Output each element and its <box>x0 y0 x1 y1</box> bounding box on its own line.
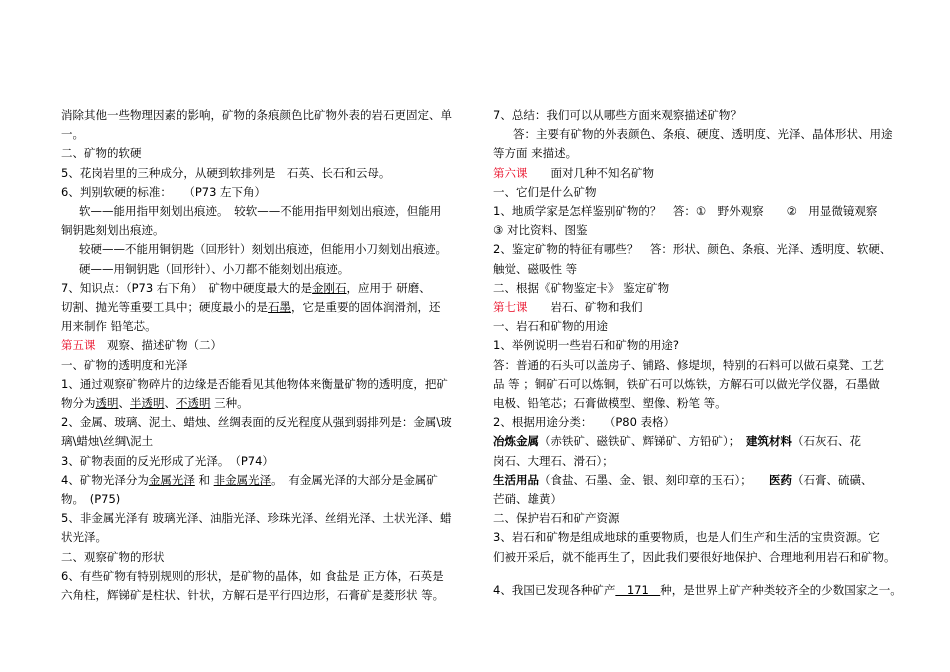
text-line: 6、判别软硬的标准： （P73 左下角） <box>61 184 267 199</box>
text-line: 5、花岗岩里的三种成分，从硬到软排列是 石英、长石和云母。 <box>61 165 391 180</box>
underlined-answer: 不透明 <box>176 396 211 411</box>
lesson-title: 岩石、矿物和我们 <box>527 300 643 315</box>
text-line: 电极、铅笔芯；石膏做模型、塑像、粉笔 等。 <box>493 396 727 411</box>
text-span: （石膏、硫磺、 <box>792 472 873 487</box>
text-line: 2、鉴定矿物的特征有哪些？ 答：形状、颜色、条痕、光泽、透明度、软硬、 <box>493 242 892 257</box>
lesson-number: 第五课 <box>61 338 96 353</box>
text-line: 等方面 来描述。 <box>493 146 578 161</box>
text-line <box>493 471 913 490</box>
right-column <box>493 106 913 600</box>
text-line: 1、通过观察矿物碎片的边缘是否能看见其他物体来衡量矿物的透明度，把矿 <box>61 376 448 391</box>
blank-line <box>493 567 913 581</box>
text-span: 、 <box>118 396 130 411</box>
text-span: ，应用于 研磨、 <box>346 280 431 295</box>
text-span: 和 <box>194 472 214 487</box>
section-heading: 一、岩石和矿物的用途 <box>493 319 608 334</box>
lesson-title: 观察、描述矿物（二） <box>95 338 222 353</box>
text-line <box>61 279 469 298</box>
text-span: 种，是世界上矿产种类较齐全的少数国家之一。 <box>660 582 902 597</box>
text-line: 3、矿物表面的反光形成了光泽。 （P74） <box>61 453 274 468</box>
text-line: 品 等 ；铜矿石可以炼铜，铁矿石可以炼铁，方解石可以做光学仪器，石墨做 <box>493 376 880 391</box>
text-line: 5、非金属光泽有 玻璃光泽、油脂光泽、珍珠光泽、丝绢光泽、土状光泽、蜡 <box>61 511 452 526</box>
lesson-heading <box>493 164 913 183</box>
text-line: 硬——用铜钥匙（回形针）、小刀都不能刻划出痕迹。 <box>79 261 350 276</box>
text-span: （赤铁矿、磁铁矿、辉锑矿、方铅矿）； <box>539 434 746 449</box>
section-heading: 二、观察矿物的形状 <box>61 549 165 564</box>
text-span: 物分为 <box>61 396 96 411</box>
category-label: 生活用品 <box>493 472 539 487</box>
section-heading: 二、矿物的软硬 <box>61 146 142 161</box>
text-line: 用来制作 铅笔芯。 <box>61 319 157 334</box>
underlined-answer: 非金属光泽 <box>213 472 272 487</box>
text-line: 1、举例说明一些岩石和矿物的用途? <box>493 338 679 353</box>
text-line: 3、岩石和矿物是组成地球的重要物质，也是人们生产和生活的宝贵资源。它 <box>493 530 880 545</box>
text-line: 答：普通的石头可以盖房子、铺路、修堤坝，特别的石料可以做石桌凳、工艺 <box>493 357 884 372</box>
text-line: 岗石、大理石、滑石）； <box>493 453 614 468</box>
category-label: 冶炼金属 <box>493 434 539 449</box>
lesson-heading <box>493 298 913 317</box>
text-span: 三种。 <box>210 396 249 411</box>
text-line: 答：主要有矿物的外表颜色、条痕、硬度、透明度、光泽、晶体形状、用途 <box>513 127 893 142</box>
text-span: 4、矿物光泽分为 <box>61 472 149 487</box>
lesson-heading <box>61 336 469 355</box>
text-line: 状光泽。 <box>61 530 107 545</box>
text-span: 4、我国已发现各种矿产 <box>493 582 616 597</box>
text-line: 芒硝、雄黄） <box>493 492 562 507</box>
underlined-answer: 半透明 <box>130 396 165 411</box>
text-line: 2、金属、玻璃、泥土、蜡烛、丝绸表面的反光程度从强到弱排列是：金属\玻 <box>61 415 452 430</box>
category-label: 医药 <box>769 472 792 487</box>
text-span: （石灰石、花 <box>792 434 861 449</box>
underlined-answer: 透明 <box>95 396 119 411</box>
underlined-answer: 金属光泽 <box>148 472 195 487</box>
text-line: 璃\蜡烛\丝绸\泥土 <box>61 434 154 449</box>
lesson-number: 第七课 <box>493 300 528 315</box>
text-span: ，它是重要的固体润滑剂，还 <box>291 300 441 315</box>
text-line <box>61 471 469 490</box>
underlined-answer: 石墨 <box>268 300 291 315</box>
section-heading: 二、保护岩石和矿产资源 <box>493 511 620 526</box>
text-line: 们被开采后，就不能再生了，因此我们要很好地保护、合理地利用岩石和矿物。 <box>493 549 896 564</box>
text-line: 物。 (P75) <box>61 492 121 507</box>
text-line: 一。 <box>61 127 84 142</box>
category-label: 建筑材料 <box>746 434 792 449</box>
text-span: （食盐、石墨、金、银、刻印章的玉石）； <box>539 472 769 487</box>
section-heading: 二、根据《矿物鉴定卡》 鉴定矿物 <box>493 280 670 295</box>
lesson-number: 第六课 <box>493 165 528 180</box>
text-line: 六角柱，辉锑矿是柱状、针状，方解石是平行四边形，石膏矿是菱形状 等。 <box>61 588 445 603</box>
text-span: 、 <box>164 396 176 411</box>
text-line: 软——能用指甲刻划出痕迹。 较软——不能用指甲刻划出痕迹，但能用 <box>79 204 442 219</box>
text-span: 切割、抛光等重要工具中；硬度最小的是 <box>61 300 268 315</box>
text-line: 较硬——不能用铜钥匙（回形针）刻划出痕迹，但能用小刀刻划出痕迹。 <box>79 242 447 257</box>
left-column <box>61 106 469 605</box>
text-line: 消除其他一些物理因素的影响，矿物的条痕颜色比矿物外表的岩石更固定、单 <box>61 108 452 122</box>
text-line: 铜钥匙刻划出痕迹。 <box>61 223 165 238</box>
underlined-answer: 金刚石 <box>312 280 347 295</box>
text-line <box>493 581 913 600</box>
text-line: 2、根据用途分类： （P80 表格） <box>493 415 676 430</box>
text-span: 7、知识点：（P73 右下角） 矿物中硬度最大的是 <box>61 280 313 295</box>
text-line: 1、地质学家是怎样鉴别矿物的？ 答：① 野外观察 ② 用显微镜观察 <box>493 204 878 219</box>
text-span: 。 有金属光泽的大部分是金属矿 <box>271 472 438 487</box>
underlined-answer: 171 <box>615 582 661 597</box>
section-heading: 一、矿物的透明度和光泽 <box>61 357 188 372</box>
text-line: 触觉、磁吸性 等 <box>493 261 578 276</box>
text-line: 6、有些矿物有特别规则的形状，是矿物的晶体，如 食盐是 正方体，石英是 <box>61 568 444 583</box>
text-line <box>493 432 913 451</box>
lesson-title: 面对几种不知名矿物 <box>527 165 654 180</box>
text-line: 7、总结：我们可以从哪些方面来观察描述矿物？ <box>493 108 742 122</box>
text-line <box>61 394 469 413</box>
text-line: ③ 对比资料、图鉴 <box>493 223 588 238</box>
section-heading: 一、它们是什么矿物 <box>493 184 597 199</box>
text-line <box>61 298 469 317</box>
